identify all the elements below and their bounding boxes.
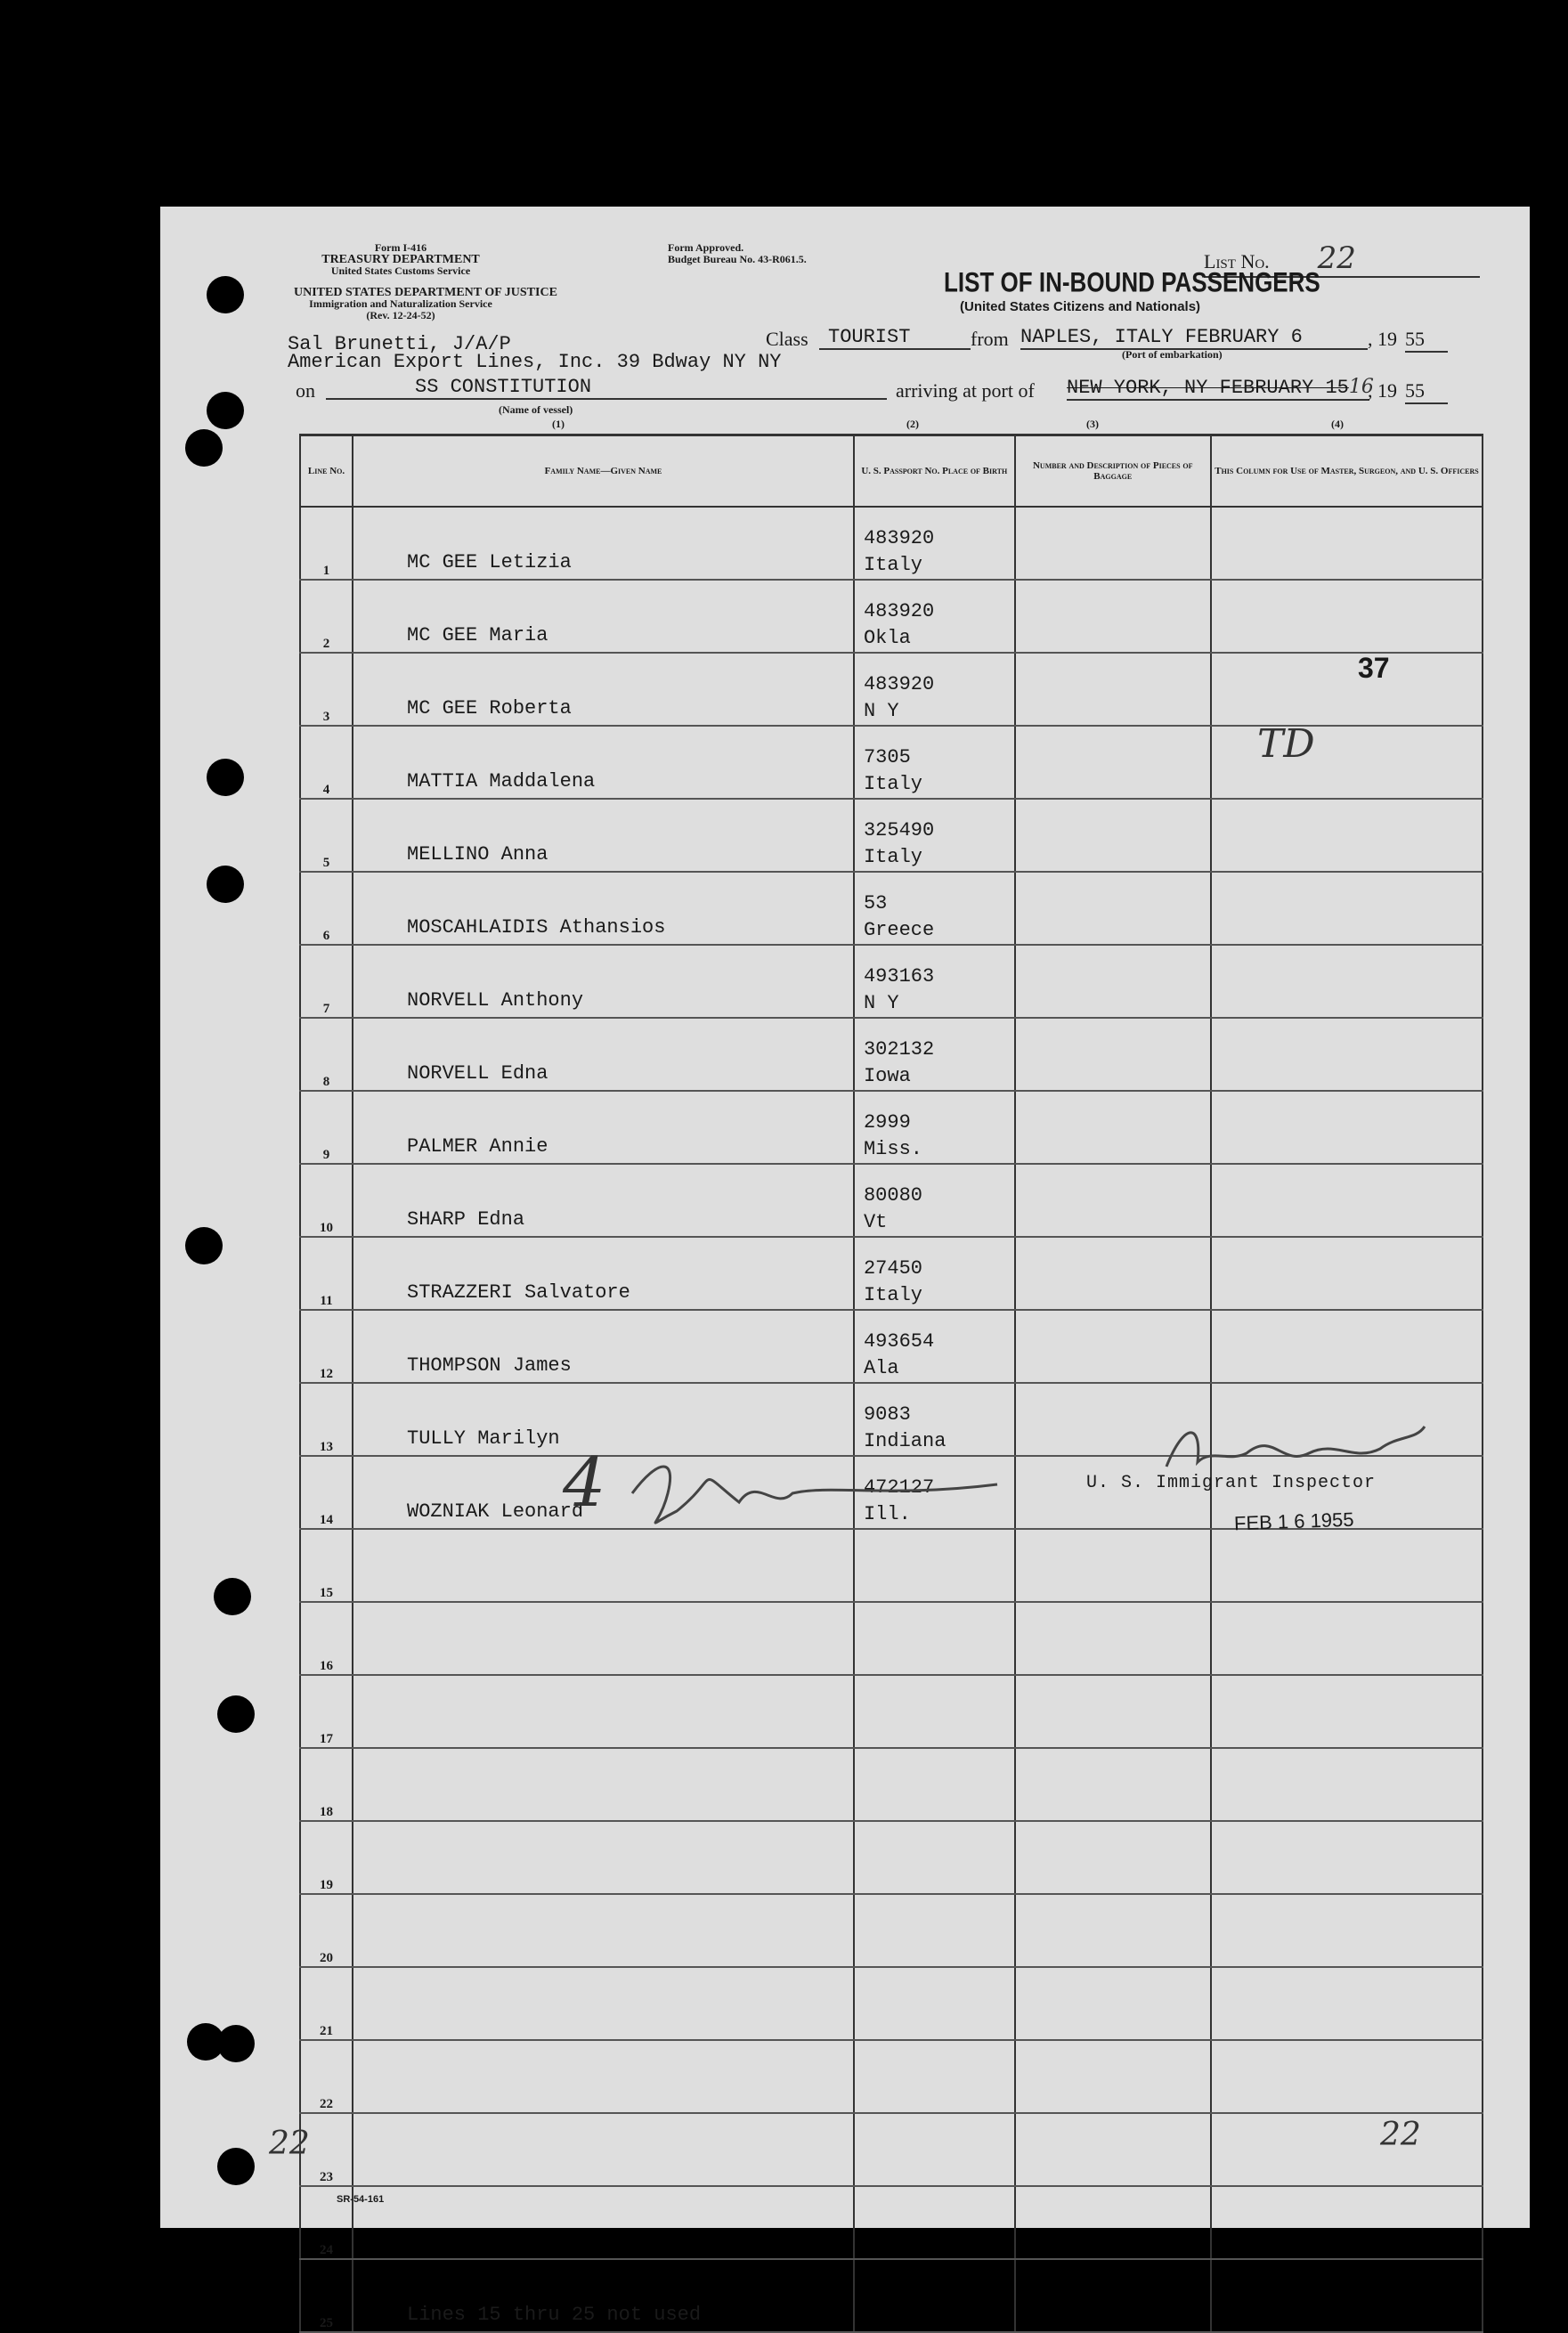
officer-cell [1211, 1894, 1483, 1967]
baggage-cell [1015, 2113, 1211, 2186]
line-number: 10 [300, 1164, 353, 1237]
passport-number [864, 2132, 1014, 2158]
col-header-baggage: Number and Description of Pieces of Baggage [1015, 435, 1211, 508]
passport-number: 27450 [863, 1257, 922, 1280]
line-number: 13 [300, 1383, 353, 1456]
officer-initials: TD [1257, 721, 1315, 767]
table-row [300, 1310, 1483, 1383]
passport-cell [854, 2259, 1015, 2332]
passport-cell [854, 507, 1015, 580]
officer-cell [1211, 1310, 1483, 1383]
baggage-cell [1015, 1237, 1211, 1310]
passport-number: 493654 [863, 1330, 935, 1353]
officer-cell [1211, 1967, 1483, 2040]
table-row [300, 2186, 1483, 2259]
passenger-name: TULLY Marilyn [353, 1383, 854, 1456]
passenger-name [353, 2113, 854, 2186]
passport-number [864, 1694, 1014, 1720]
line-number: 7 [300, 945, 353, 1018]
place-of-birth: Ill. [863, 1503, 911, 1525]
table-row [300, 1237, 1483, 1310]
table-row [300, 872, 1483, 945]
table-row [300, 2040, 1483, 2113]
list-label: List No. [1204, 250, 1270, 272]
passport-cell [854, 1967, 1015, 2040]
line-number: 8 [300, 1018, 353, 1091]
passenger-name: STRAZZERI Salvatore [353, 1237, 854, 1310]
place-of-birth [864, 1720, 1014, 1747]
from-label: from [971, 328, 1009, 350]
agent-line-1: Sal Brunetti, J/A/P [288, 333, 511, 355]
passport-cell [854, 872, 1015, 945]
baggage-cell [1015, 1821, 1211, 1894]
line-number: 4 [300, 726, 353, 799]
agency-block [294, 242, 508, 277]
baggage-cell [1015, 726, 1211, 799]
baggage-cell [1015, 1602, 1211, 1675]
passport-cell [854, 1091, 1015, 1164]
table-row [300, 1091, 1483, 1164]
on-label: on [296, 379, 315, 402]
table-row [300, 2259, 1483, 2332]
line-number: 21 [300, 1967, 353, 2040]
baggage-cell [1015, 653, 1211, 726]
table-row [300, 945, 1483, 1018]
officer-cell [1211, 1675, 1483, 1748]
passport-number: 493163 [863, 965, 935, 988]
arrival-year: 55 [1405, 379, 1448, 404]
passenger-table [299, 434, 1483, 2333]
table-row [300, 1821, 1483, 1894]
col-header-line: Line No. [300, 435, 353, 508]
passport-number: 7305 [863, 746, 911, 768]
officer-cell [1211, 507, 1483, 580]
passenger-name: PALMER Annie [353, 1091, 854, 1164]
col-num-2: (2) [906, 418, 919, 430]
passport-number: 2999 [863, 1111, 911, 1134]
place-of-birth [864, 1866, 1014, 1893]
col-num-1: (1) [552, 418, 565, 430]
line-number: 12 [300, 1310, 353, 1383]
place-of-birth: Iowa [863, 1065, 911, 1087]
punch-hole-icon [214, 1578, 251, 1615]
line-number: 2 [300, 580, 353, 653]
form-number: Form I-416 [374, 241, 427, 254]
passport-cell [854, 1164, 1015, 1237]
handwritten-count: 4 [563, 1443, 606, 1522]
passenger-name: THOMPSON James [353, 1310, 854, 1383]
treasury-dept: TREASURY DEPARTMENT [321, 253, 480, 266]
passport-number: 325490 [863, 819, 935, 841]
passenger-name [353, 1748, 854, 1821]
arrival-correction: 16 [1348, 376, 1374, 398]
line-number: 9 [300, 1091, 353, 1164]
officer-cell [1211, 1091, 1483, 1164]
line-number: 19 [300, 1821, 353, 1894]
passport-number: 302132 [863, 1038, 935, 1061]
customs-service: United States Customs Service [330, 264, 471, 277]
line-number: 24 [300, 2186, 353, 2259]
line-number: 3 [300, 653, 353, 726]
place-of-birth: Indiana [863, 1430, 946, 1452]
passport-cell [854, 1602, 1015, 1675]
passenger-name: MOSCAHLAIDIS Athansios [353, 872, 854, 945]
passport-number [864, 2278, 1014, 2305]
line-number: 17 [300, 1675, 353, 1748]
officer-cell [1211, 1529, 1483, 1602]
officer-cell [1211, 872, 1483, 945]
table-row [300, 2113, 1483, 2186]
budget-bureau: Budget Bureau No. 43-R061.5. [668, 253, 807, 265]
line-number: 22 [300, 2040, 353, 2113]
line-number: 1 [300, 507, 353, 580]
table-row [300, 1967, 1483, 2040]
arrival-value [1067, 376, 1374, 401]
date-stamp: FEB 1 6 1955 [1233, 1508, 1354, 1535]
baggage-cell [1015, 507, 1211, 580]
place-of-birth [864, 2085, 1014, 2112]
passenger-name: MELLINO Anna [353, 799, 854, 872]
passport-number: 80080 [863, 1184, 922, 1207]
passport-cell [854, 1821, 1015, 1894]
justice-dept: UNITED STATES DEPARTMENT OF JUSTICE [294, 286, 557, 299]
officer-cell [1211, 1164, 1483, 1237]
place-of-birth [864, 1793, 1014, 1820]
embark-caption: (Port of embarkation) [1122, 348, 1223, 361]
passport-cell [854, 945, 1015, 1018]
baggage-cell [1015, 1310, 1211, 1383]
passenger-name: SHARP Edna [353, 1164, 854, 1237]
place-of-birth: Miss. [863, 1138, 922, 1160]
officer-cell [1211, 1821, 1483, 1894]
place-of-birth: N Y [863, 992, 899, 1014]
punch-hole-icon [217, 1695, 255, 1733]
passport-cell [854, 1310, 1015, 1383]
passport-number: 9083 [863, 1403, 911, 1426]
baggage-cell [1015, 2040, 1211, 2113]
punch-hole-icon [207, 276, 244, 313]
place-of-birth: N Y [863, 700, 899, 722]
arriving-label: arriving at port of [896, 379, 1035, 402]
officer-cell [1211, 653, 1483, 726]
passenger-name [353, 1529, 854, 1602]
col-header-officers: This Column for Use of Master, Surgeon, and U. S. Officers [1211, 435, 1483, 508]
class-value: TOURIST [819, 326, 971, 350]
officer-cell [1211, 1748, 1483, 1821]
approval-block [668, 242, 807, 265]
ins-service: Immigration and Naturalization Service [309, 297, 492, 310]
from-year-prefix: , 19 [1368, 328, 1397, 350]
passport-cell [854, 2186, 1015, 2259]
passport-cell [854, 2113, 1015, 2186]
passenger-name: MC GEE Letizia [353, 507, 854, 580]
passenger-name [353, 1675, 854, 1748]
table-row [300, 1894, 1483, 1967]
officer-cell [1211, 945, 1483, 1018]
table-row [300, 580, 1483, 653]
place-of-birth: Ala [863, 1357, 899, 1379]
passport-number [864, 1767, 1014, 1793]
line-number: 6 [300, 872, 353, 945]
line-number: 20 [300, 1894, 353, 1967]
place-of-birth: Italy [863, 1284, 922, 1306]
passport-number [864, 2205, 1014, 2231]
passenger-name [353, 1602, 854, 1675]
passport-cell [854, 1529, 1015, 1602]
baggage-cell [1015, 1091, 1211, 1164]
page-title: LIST OF IN-BOUND PASSENGERS [944, 265, 1320, 298]
place-of-birth: Italy [863, 554, 922, 576]
place-of-birth: Greece [863, 919, 935, 941]
passport-cell [854, 1237, 1015, 1310]
baggage-cell [1015, 1018, 1211, 1091]
line-number: 25 [300, 2259, 353, 2332]
table-row [300, 1675, 1483, 1748]
passport-number [864, 1913, 1014, 1939]
col-header-name: Family Name—Given Name [353, 435, 854, 508]
place-of-birth: Italy [863, 773, 922, 795]
baggage-cell [1015, 1164, 1211, 1237]
line-number: 16 [300, 1602, 353, 1675]
place-of-birth [864, 2231, 1014, 2258]
passport-cell [854, 1894, 1015, 1967]
passport-number [864, 2059, 1014, 2085]
baggage-cell [1015, 1894, 1211, 1967]
place-of-birth [864, 2305, 1014, 2331]
place-of-birth [864, 1939, 1014, 1966]
place-of-birth [864, 1647, 1014, 1674]
table-row [300, 1018, 1483, 1091]
officer-cell [1211, 580, 1483, 653]
passenger-name: NORVELL Anthony [353, 945, 854, 1018]
inspector-caption: U. S. Immigrant Inspector [1086, 1473, 1377, 1493]
arrival-year-prefix: , 19 [1368, 379, 1397, 402]
passport-cell [854, 653, 1015, 726]
baggage-cell [1015, 799, 1211, 872]
passenger-name: WOZNIAK Leonard [353, 1456, 854, 1529]
place-of-birth: Vt [863, 1211, 888, 1233]
passenger-name [353, 1967, 854, 2040]
passenger-name: NORVELL Edna [353, 1018, 854, 1091]
from-value: NAPLES, ITALY FEBRUARY 6 [1020, 326, 1368, 350]
table-row [300, 1748, 1483, 1821]
passenger-name [353, 2040, 854, 2113]
passport-cell [854, 1748, 1015, 1821]
passenger-name: MC GEE Maria [353, 580, 854, 653]
passenger-name: Lines 15 thru 25 not used [353, 2259, 854, 2332]
punch-hole-icon [207, 392, 244, 429]
passport-cell [854, 1018, 1015, 1091]
line-number: 11 [300, 1237, 353, 1310]
officer-cell [1211, 2113, 1483, 2186]
baggage-cell [1015, 872, 1211, 945]
punch-hole-icon [185, 429, 223, 467]
vessel-caption: (Name of vessel) [499, 403, 573, 416]
passport-cell [854, 726, 1015, 799]
passenger-name: MATTIA Maddalena [353, 726, 854, 799]
officer-mark: 37 [1358, 652, 1390, 684]
passport-number: 53 [863, 892, 888, 915]
col-num-3: (3) [1086, 418, 1099, 430]
baggage-cell [1015, 945, 1211, 1018]
line-number: 15 [300, 1529, 353, 1602]
passenger-name: MC GEE Roberta [353, 653, 854, 726]
list-number: 22 [1317, 240, 1356, 276]
line-number: 23 [300, 2113, 353, 2186]
punch-hole-icon [217, 2025, 255, 2062]
place-of-birth: Italy [863, 846, 922, 868]
place-of-birth [864, 2158, 1014, 2185]
officer-cell [1211, 1237, 1483, 1310]
table-row [300, 1602, 1483, 1675]
officer-cell [1211, 726, 1483, 799]
place-of-birth: Okla [863, 627, 911, 649]
place-of-birth [864, 2012, 1014, 2039]
officer-cell [1211, 2040, 1483, 2113]
passenger-name [353, 1821, 854, 1894]
baggage-cell [1015, 1967, 1211, 2040]
punch-hole-icon [185, 1227, 223, 1264]
officer-cell [1211, 1602, 1483, 1675]
passport-number [864, 1986, 1014, 2012]
passport-number [864, 1548, 1014, 1574]
from-year: 55 [1405, 328, 1448, 353]
baggage-cell [1015, 1748, 1211, 1821]
page-subtitle: (United States Citizens and Nationals) [960, 299, 1201, 314]
passport-number: 483920 [863, 673, 935, 695]
passport-cell [854, 2040, 1015, 2113]
col-num-4: (4) [1331, 418, 1344, 430]
punch-hole-icon [207, 759, 244, 796]
passenger-name [353, 2186, 854, 2259]
line-number: 14 [300, 1456, 353, 1529]
class-label: Class [766, 328, 808, 350]
officer-cell [1211, 1018, 1483, 1091]
passport-cell [854, 799, 1015, 872]
handwritten-signature [623, 1440, 1158, 1538]
passport-cell [854, 580, 1015, 653]
baggage-cell [1015, 2259, 1211, 2332]
arrival-port-date: NEW YORK, NY FEBRUARY 15 [1067, 377, 1349, 399]
passport-number: 472127 [863, 1476, 935, 1499]
baggage-cell [1015, 1529, 1211, 1602]
manifest-page [160, 207, 1530, 2330]
passport-number [864, 1621, 1014, 1647]
justice-block [294, 286, 557, 321]
table-row [300, 507, 1483, 580]
line-number: 5 [300, 799, 353, 872]
passport-cell [854, 1675, 1015, 1748]
baggage-cell [1015, 580, 1211, 653]
table-row [300, 1164, 1483, 1237]
passport-number: 483920 [863, 600, 935, 622]
table-row [300, 1529, 1483, 1602]
officer-cell [1211, 2186, 1483, 2259]
table-row [300, 653, 1483, 726]
punch-hole-icon [217, 2148, 255, 2185]
page-number-right: 22 [1380, 2117, 1421, 2153]
vessel-name: SS CONSTITUTION [326, 376, 887, 400]
form-approved: Form Approved. [668, 241, 744, 254]
page-number-left: 22 [269, 2126, 310, 2162]
baggage-cell [1015, 2186, 1211, 2259]
table-row [300, 799, 1483, 872]
passport-number: 483920 [863, 527, 935, 549]
footer-code: SR-54-161 [337, 2194, 385, 2205]
baggage-cell [1015, 1675, 1211, 1748]
col-header-passport: U. S. Passport No. Place of Birth [854, 435, 1015, 508]
table-header-row [300, 435, 1483, 508]
officer-cell [1211, 799, 1483, 872]
punch-hole-icon [207, 866, 244, 903]
passenger-name [353, 1894, 854, 1967]
place-of-birth [864, 1574, 1014, 1601]
revision: (Rev. 12-24-52) [366, 309, 435, 321]
line-number: 18 [300, 1748, 353, 1821]
officer-cell [1211, 2259, 1483, 2332]
passport-number [864, 1840, 1014, 1866]
agent-line-2: American Export Lines, Inc. 39 Bdway NY NY [288, 351, 782, 373]
